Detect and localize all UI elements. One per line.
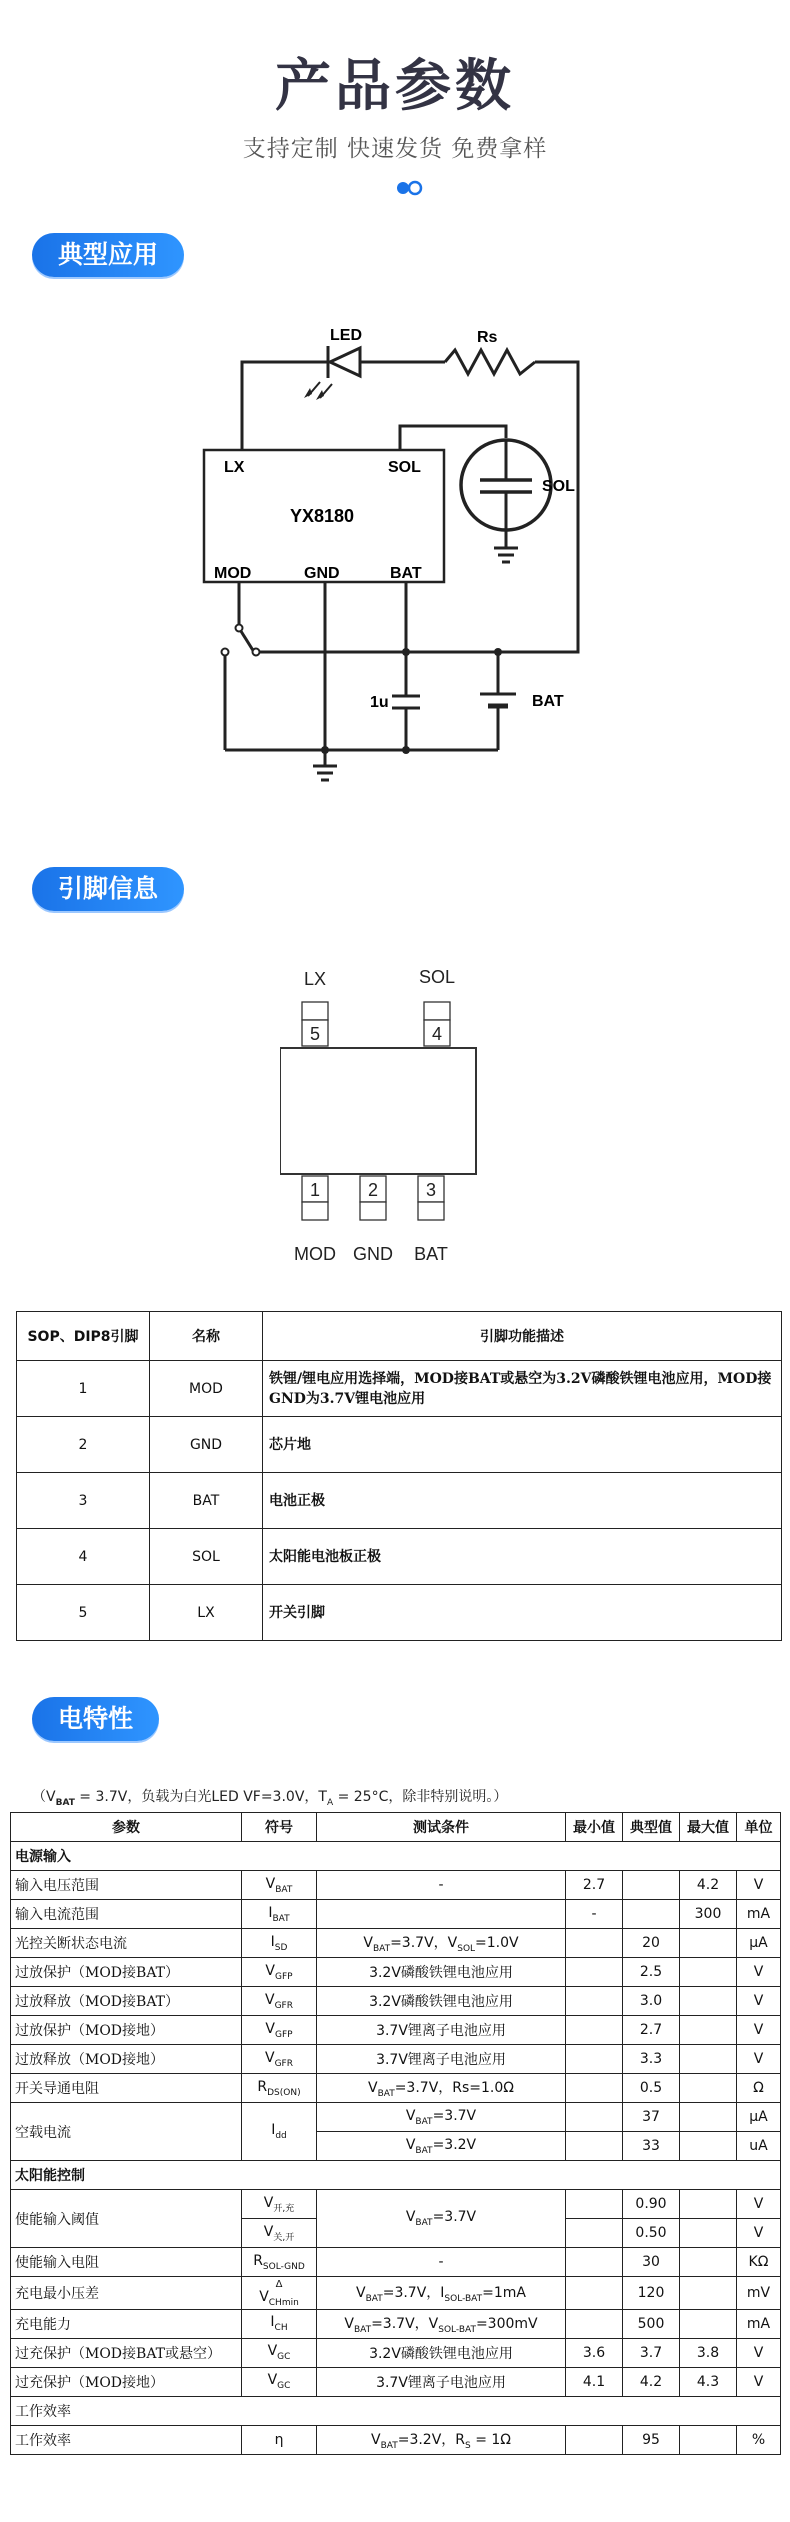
section-electrical: 电特性	[32, 1697, 159, 1741]
table-row: 过充保护（MOD接BAT或悬空） $V_{GC}$ 3.2V磷酸铁锂电池应用 3.6 3.7 3.8 V	[11, 2338, 781, 2367]
pin-label-lx: LX	[303, 969, 327, 989]
table-row: 输入电流范围 $I_{BAT}$ - 300 mA	[11, 1900, 781, 1929]
pin-num-3: 3	[425, 1180, 437, 1200]
test-conditions-note: （$V_{BAT} = 3.7V$，负载为白光LED VF=3.0V，$T_A = 25^\circ C$，除非特别说明。）	[32, 1789, 508, 1808]
table-row: 5 LX 开关引脚	[17, 1585, 782, 1641]
package-diagram	[280, 960, 510, 1280]
label-mod: MOD	[214, 565, 252, 582]
table-row: 4 SOL 太阳能电池板正极	[17, 1529, 782, 1585]
label-cap: 1u	[370, 694, 389, 711]
table-row: 使能输入电阻 $R_{SOL-GND}$ - 30 KΩ	[11, 2248, 781, 2277]
pin-num-4: 4	[431, 1024, 443, 1044]
table-row: 充电最小压差 Δ $V_{CHmin}$ $V_{BAT}=3.7V$，$I_{SOL-BAT}=1mA$ 120 mV	[11, 2277, 781, 2310]
table-row: 过放释放（MOD接BAT） $V_{GFR}$ 3.2V磷酸铁锂电池应用 3.0 V	[11, 1987, 781, 2016]
pin-label-bat: BAT	[414, 1244, 448, 1264]
label-gnd: GND	[304, 565, 340, 582]
table-row: 过充保护（MOD接地） $V_{GC}$ 3.7V锂离子电池应用 4.1 4.2 4.3 V	[11, 2367, 781, 2396]
pin-num-5: 5	[309, 1024, 321, 1044]
decor-dots-icon	[396, 180, 426, 196]
label-chip: YX8180	[290, 506, 355, 526]
spec-header-row: 参数 符号 测试条件 最小值 典型值 最大值 单位	[11, 1813, 781, 1842]
table-row: 过放保护（MOD接地） $V_{GFP}$ 3.7V锂离子电池应用 2.7 V	[11, 2016, 781, 2045]
pin-label-mod: MOD	[294, 1244, 336, 1264]
table-row: 开关导通电阻 $R_{DS(ON)}$ $V_{BAT}=3.7V$，Rs=1.0Ω 0.5 Ω	[11, 2074, 781, 2103]
label-bat: BAT	[532, 693, 564, 710]
label-sol: SOL	[542, 478, 575, 495]
table-row: 充电能力 $I_{CH}$ $V_{BAT}=3.7V$，$V_{SOL-BAT}=300mV$ 500 mA	[11, 2309, 781, 2338]
pin-num-1: 1	[309, 1180, 321, 1200]
label-lx: LX	[224, 459, 245, 476]
table-row: 光控关断状态电流 $I_{SD}$ $V_{BAT}=3.7V$，$V_{SOL}=1.0V$ 20 μA	[11, 1929, 781, 1958]
table-row: $V_{关,开}$ 0.50 V	[11, 2219, 781, 2248]
page-title: 产品参数	[275, 54, 515, 119]
table-row: 3 BAT 电池正极	[17, 1473, 782, 1529]
label-rs: Rs	[477, 329, 498, 346]
page-subtitle: 支持定制 快速发货 免费拿样	[242, 136, 548, 162]
pin-label-sol: SOL	[418, 967, 456, 987]
table-row: 输入电压范围 $V_{BAT}$ - 2.7 4.2 V	[11, 1871, 781, 1900]
table-row: 空载电流 $I_{dd}$ $V_{BAT}=3.7V$ 37 μA	[11, 2103, 781, 2132]
pin-table	[16, 1311, 782, 1641]
table-row: 1 MOD 铁锂/锂电应用选择端，MOD接BAT或悬空为3.2V磷酸铁锂电池应用，MOD接GND为3.7V锂电池应用	[17, 1361, 782, 1417]
section-typical-application: 典型应用	[32, 233, 184, 277]
table-row: 2 GND 芯片地	[17, 1417, 782, 1473]
spec-section: 太阳能控制	[11, 2161, 781, 2190]
label-sol-pin: SOL	[388, 459, 421, 476]
label-led: LED	[330, 327, 362, 344]
electrical-spec-table	[10, 1812, 781, 2455]
pin-num-2: 2	[367, 1180, 379, 1200]
table-row: 过放保护（MOD接BAT） $V_{GFP}$ 3.2V磷酸铁锂电池应用 2.5 V	[11, 1958, 781, 1987]
typical-application-circuit	[190, 310, 610, 790]
table-row: 工作效率 η $V_{BAT}=3.2V$，$R_S = 1\Omega$ 95 %	[11, 2425, 781, 2454]
pin-table-header: 引脚功能描述	[263, 1312, 782, 1361]
pin-table-header: 名称	[150, 1312, 263, 1361]
table-row: $V_{BAT}=3.2V$ 33 uA	[11, 2132, 781, 2161]
pin-table-header: SOP、DIP8引脚	[17, 1312, 150, 1361]
table-row: 过放释放（MOD接地） $V_{GFR}$ 3.7V锂离子电池应用 3.3 V	[11, 2045, 781, 2074]
label-bat-pin: BAT	[390, 565, 422, 582]
spec-section: 工作效率	[11, 2396, 781, 2425]
pin-label-gnd: GND	[353, 1244, 393, 1264]
spec-section: 电源输入	[11, 1842, 781, 1871]
section-pin-info: 引脚信息	[32, 867, 184, 911]
table-row: 使能输入阈值 $V_{开,充}$ $V_{BAT}=3.7V$ 0.90 V	[11, 2190, 781, 2219]
